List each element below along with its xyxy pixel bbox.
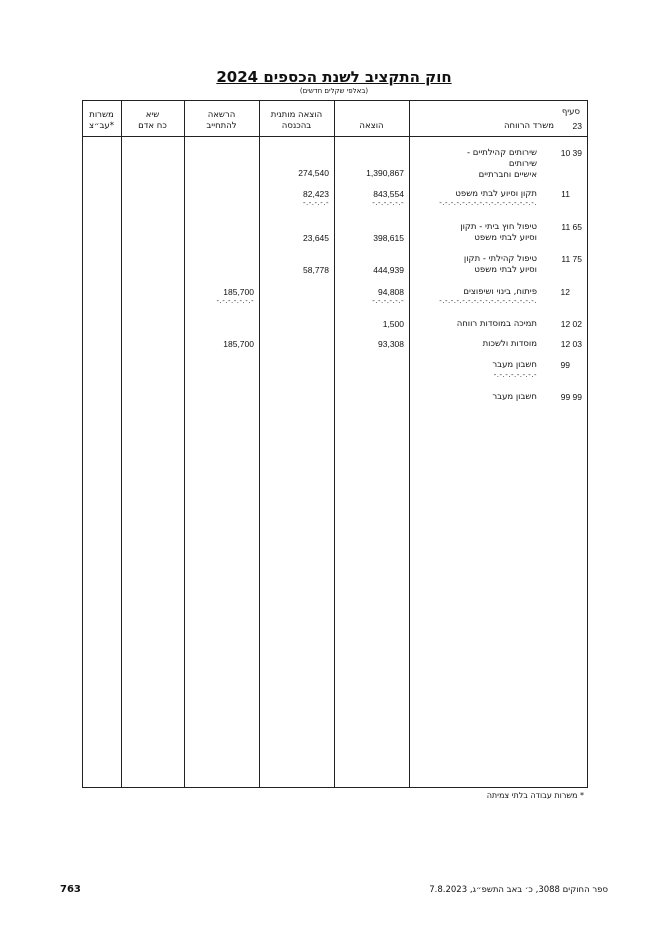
row-label: שירותים קהילתיים -	[467, 148, 537, 158]
row-label: וסיוע לבתי משפט	[474, 265, 537, 275]
header-positions-line2: עב״צ*	[88, 121, 114, 131]
row-code: 11 65	[561, 222, 582, 232]
dash-separator: -.-.-.-.-.-.-.-	[493, 371, 537, 379]
expense-value: 843,554	[373, 189, 404, 199]
row-label: טיפול חוץ ביתי - תקון	[460, 222, 537, 232]
header-section: סעיף	[561, 107, 580, 117]
footer-source: ספר החוקים 3088, כ׳ באב התשפ״ג, 7.8.2023	[429, 885, 608, 895]
row-label: חשבון מעבר	[492, 360, 537, 370]
dash-separator: -.-.-.-.-.-.-	[216, 297, 254, 305]
expense-value: 93,308	[378, 339, 404, 349]
column-divider	[259, 100, 260, 788]
header-expense: הוצאה	[359, 121, 384, 131]
dash-separator: -.-.-.-.-.-	[372, 199, 404, 207]
conditional-value: 274,540	[298, 168, 329, 178]
row-code: 12 03	[560, 339, 582, 349]
header-positions-line1: משרות	[89, 110, 114, 120]
column-divider	[409, 100, 410, 788]
dash-separator: -.-.-.-.-	[302, 199, 329, 207]
header-ministry-code: 23	[572, 121, 582, 131]
conditional-value: 23,645	[303, 233, 329, 243]
expense-value: 444,939	[373, 265, 404, 275]
row-label: מוסדות ולשכות	[482, 339, 537, 349]
page-title: חוק התקציב לשנת הכספים 2024	[216, 68, 452, 86]
header-manpower-line2: כח אדם	[138, 121, 167, 131]
row-label: וסיוע לבתי משפט	[474, 233, 537, 243]
header-ministry-name: משרד הרווחה	[503, 121, 554, 131]
expense-value: 1,500	[382, 319, 404, 329]
conditional-value: 82,423	[303, 189, 329, 199]
conditional-value: 58,778	[303, 265, 329, 275]
header-commitment	[184, 110, 259, 132]
header-commitment-line1: הרשאה	[207, 110, 236, 120]
row-code: 11	[561, 189, 570, 199]
header-conditional-line2: בהכנסה	[281, 121, 312, 131]
header-conditional-expense	[259, 110, 334, 132]
dash-separator: -.-.-.-.-.-	[372, 297, 404, 305]
row-code: 12	[560, 287, 570, 297]
header-manpower-line1: שיא	[145, 110, 160, 120]
row-label: טיפול קהילתי - תקון	[463, 254, 537, 264]
header-conditional-line1: הוצאה מותנית	[270, 110, 323, 120]
row-label: פיתוח, בינוי ושיפוצים	[463, 287, 537, 297]
column-divider	[121, 100, 122, 788]
header-commitment-line2: להתחייב	[206, 121, 237, 131]
row-code: 11 75	[561, 254, 582, 264]
row-label: חשבון מעבר	[492, 392, 537, 402]
dash-separator: -.-.-.-.-.-.-.-.-.-.-.-.-.-.-.-.-.	[439, 199, 537, 207]
dash-separator: -.-.-.-.-.-.-.-.-.-.-.-.-.-.-.-.-.	[439, 297, 537, 305]
row-label: תקון וסיוע לבתי משפט	[455, 189, 537, 199]
row-code: 12 02	[560, 319, 582, 329]
row-code: 10 39	[560, 148, 582, 158]
commitment-value: 185,700	[223, 339, 254, 349]
column-divider	[184, 100, 185, 788]
row-label: שירותים	[508, 159, 537, 169]
row-code: 99	[560, 360, 570, 370]
row-label: אישיים וחברתיים	[478, 170, 537, 180]
page-number: 763	[60, 884, 81, 895]
header-divider	[82, 136, 588, 137]
expense-value: 94,808	[378, 287, 404, 297]
header-manpower	[121, 110, 184, 132]
commitment-value: 185,700	[223, 287, 254, 297]
expense-value: 398,615	[373, 233, 404, 243]
expense-value: 1,390,867	[366, 168, 404, 178]
header-positions	[82, 110, 121, 132]
row-code: 99 99	[560, 392, 582, 402]
column-divider	[334, 100, 335, 788]
row-label: תמיכה במוסדות רווחה	[456, 319, 537, 329]
footnote: * משרות עבודה בלתי צמיתה	[486, 791, 584, 800]
page-subtitle: (באלפי שקלים חדשים)	[299, 87, 369, 95]
